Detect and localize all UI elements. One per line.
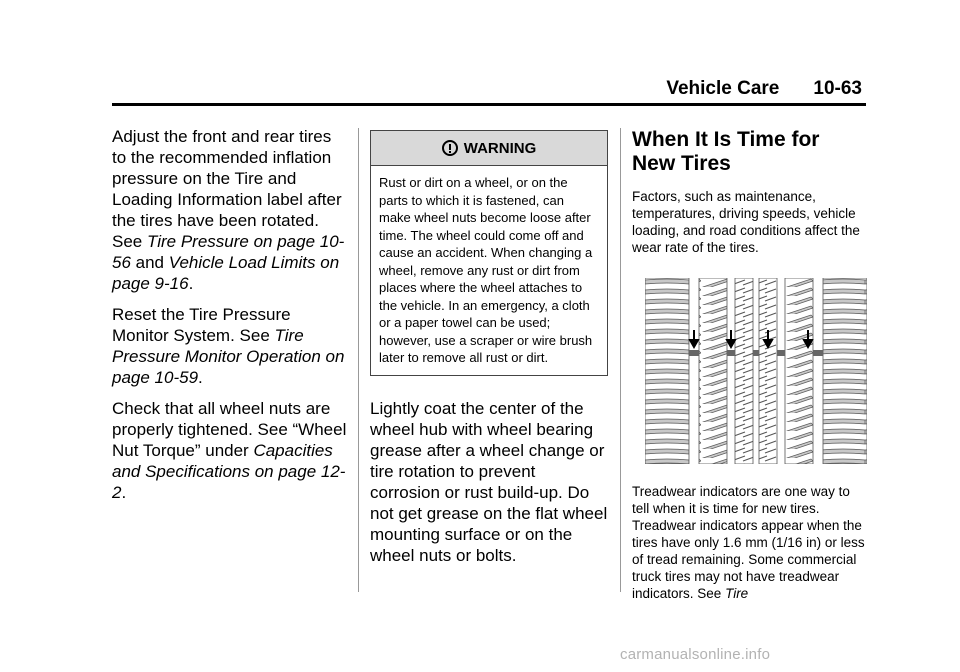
page-header <box>666 78 862 104</box>
section-heading: When It Is Time for New Tires <box>632 128 820 175</box>
column-divider-1 <box>358 128 359 592</box>
header-rule <box>112 103 866 106</box>
warning-box <box>370 130 608 376</box>
paragraph-adjust-tires: Adjust the front and rear tires to the recommended inflation pressure on the Tire and Loading Information label after the tires have been rotated. See Tire Pressure on page 10-56 and Vehicle Load Limits on page 9-16. <box>112 127 345 293</box>
paragraph-treadwear-indicators: Treadwear indicators are one way to tell when it is time for new tires. Treadwear indicators appear when the tires have only 1.6 mm (1/16 in) or less of tread remaining. Some commercial truck tires may not have treadwear indicators. See Tire <box>632 484 865 601</box>
page-number: 10-63 <box>813 78 862 99</box>
warning-body: Rust or dirt on a wheel, or on the parts to which it is fastened, can make wheel nuts become loose after time. The wheel could come off and cause an accident. When changing a wheel, remove any rust or dirt from places where the wheel attaches to the vehicle. In an emergency, a cloth or a paper towel can be used; however, use a scraper or wire brush later to remove all rust or dirt. <box>379 175 593 365</box>
paragraph-wheel-hub-grease: Lightly coat the center of the wheel hub with wheel bearing grease after a wheel change or tire rotation to prevent corrosion or rust build-up. Do not get grease on the flat wheel mounting surface or on the wheel nuts or bolts. <box>370 398 608 565</box>
column-1 <box>112 126 348 513</box>
warning-circle-icon <box>442 140 458 156</box>
warning-header <box>371 131 607 166</box>
xref-capacities-specs: Capacities and Specifications on page 12-2 <box>112 441 346 502</box>
paragraph-wheel-nuts: Check that all wheel nuts are properly tightened. See “Wheel Nut Torque” under Capacities and Specifications on page 12-2. <box>112 399 347 502</box>
xref-tpms-operation: Tire Pressure Monitor Operation on page 10-59 <box>112 326 345 387</box>
column-divider-2 <box>620 128 621 592</box>
watermark-text: carmanualsonline.info <box>620 646 771 663</box>
column-3 <box>632 126 868 602</box>
paragraph-wear-factors: Factors, such as maintenance, temperatures, driving speeds, vehicle loading, and road conditions affect the wear rate of the tires. <box>632 189 860 255</box>
xref-vehicle-load-limits: Vehicle Load Limits on page 9-16 <box>112 253 340 293</box>
column-2 <box>370 126 608 566</box>
section-title: Vehicle Care <box>666 78 780 99</box>
treadwear-indicator-illustration <box>645 278 867 464</box>
xref-tire-pressure: Tire Pressure on page 10-56 <box>112 232 345 272</box>
warning-title: WARNING <box>463 139 537 157</box>
xref-tire: Tire <box>725 586 749 601</box>
paragraph-reset-tpms: Reset the Tire Pressure Monitor System. See Tire Pressure Monitor Operation on page 10-59. <box>112 305 345 387</box>
